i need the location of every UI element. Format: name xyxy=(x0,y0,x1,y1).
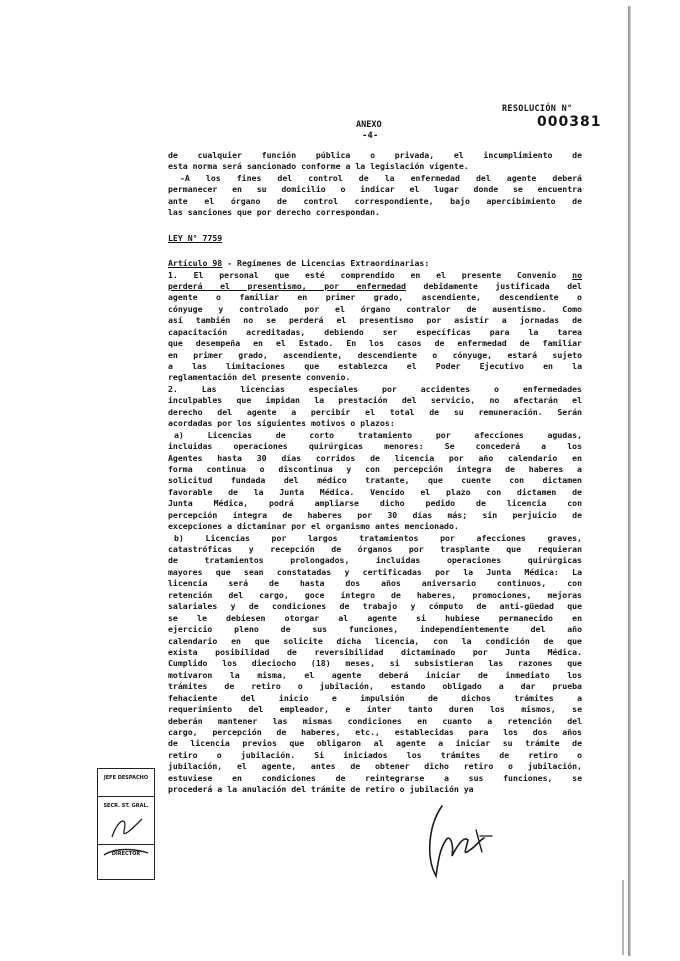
text-line: que desempeña en el Estado. En los casos de enfermedad de familiar xyxy=(168,338,582,349)
text-line: a las limitaciones que establezca el Poder Ejecutivo en la xyxy=(168,361,582,371)
stamp-secretaria-label: SECR. ST. GRAL. xyxy=(103,803,149,809)
annex-label: ANEXO xyxy=(356,120,382,130)
text-line: motivaron la misma, el agente deberá iniciar de inmediato los xyxy=(168,669,582,680)
text-line: reglamentación del presente convenio. xyxy=(168,372,351,383)
stamp-director-label: DIRECTOR xyxy=(111,851,141,857)
article-line-2-text: debidamente justificada del xyxy=(405,280,582,291)
text-line: cargo, percepción de haberes, etc., establecidas para los dos años xyxy=(168,727,582,737)
text-line: así también no se perderá el presentismo por asistir a jornadas de xyxy=(168,315,582,326)
text-line: estuviese en condiciones de reintegrarse a sus funciones, se xyxy=(168,772,582,783)
text-line: percepción íntegra de haberes por 30 días más; sin perjuicio de xyxy=(168,509,582,520)
initials-scribble-icon xyxy=(98,797,154,845)
article-line-2 xyxy=(168,281,582,292)
text-line: de licencia previos que obligaron al agente a iniciar su trámite de xyxy=(168,738,582,749)
resolution-label: RESOLUCIÓN N° xyxy=(502,104,573,114)
text-line: b) Licencias por largos tratamientos por afecciones graves, xyxy=(174,532,582,543)
approval-stamp xyxy=(97,768,155,880)
text-line: mayores que sean constatadas y certificadas por la Junta Médica: La xyxy=(168,566,582,577)
text-line: Agentes hasta 30 días corridos de licencia por año calendario en xyxy=(168,452,582,463)
article-number: Artículo 98 xyxy=(168,258,223,269)
text-line: favorable de la Junta Médica. Vencido el plazo con dictamen de xyxy=(168,486,582,497)
text-line: requerimiento del empleador, e ínter tanto duren los mismos, se xyxy=(168,704,582,715)
text-line: en primer grado, ascendiente, descendiente o cónyuge, estará sujeto xyxy=(168,349,582,360)
text-line: forma continua o discontinua y con percepción íntegra de haberes a xyxy=(168,463,582,474)
article-body xyxy=(168,292,582,795)
article-line-1-text: 1. El personal que esté comprendido en el presente Convenio xyxy=(168,269,573,280)
page-number: -4- xyxy=(362,131,379,141)
text-line: retención del cargo, goce íntegro de haberes, promociones, mejoras xyxy=(168,589,582,600)
text-line: acordadas por los siguientes motivos o plazos: xyxy=(168,418,395,429)
text-line: retiro o jubilación. Si iniciados los trámites de retiro o xyxy=(168,749,582,760)
document-body xyxy=(168,150,582,796)
text-line: inculpables que impidan la prestación del servicio, no afectarán el xyxy=(168,395,582,406)
text-line: de tratamientos prolongados, incluidas operaciones quirúrgicas xyxy=(168,555,582,566)
intro-paragraphs xyxy=(168,150,582,219)
text-line: 2. Las licencias especiales por accidentes o enfermedades xyxy=(168,383,582,394)
text-line: agente o familiar en primer grado, ascendiente, descendiente o xyxy=(168,292,582,303)
text-line: catastróficas y recepción de órganos por trasplante que requieran xyxy=(168,544,582,554)
text-line: permanecer en su domicilio o indicar el lugar donde se encuentra xyxy=(168,184,582,195)
text-line: cónyuge y controlado por el órgano contralor de ausentismo. Como xyxy=(168,303,582,314)
article-line-1 xyxy=(168,270,582,281)
text-line: se le debiesen otorgar al agente si hubiese permanecido en xyxy=(168,612,582,623)
director-initials-icon xyxy=(98,845,154,877)
text-line: fehaciente del inicio e impulsión de dichos trámites a xyxy=(168,692,582,703)
text-line: incluidas operaciones quirúrgicas menores: Se concederá a los xyxy=(168,441,582,452)
text-line: ejercicio pleno de sus funciones, independientemente del año xyxy=(168,624,582,635)
underlined-text-1: no xyxy=(572,269,582,280)
text-line: jubilación, el agente, antes de obtener dicho retiro o jubilación, xyxy=(168,761,582,772)
stamp-jefe-despacho: JEFE DESPACHO xyxy=(98,769,154,797)
underlined-text-2: perderá el presentismo, por enfermedad xyxy=(168,280,406,291)
text-line: licencia será de hasta dos años aniversario continuos, con xyxy=(168,578,582,589)
handwritten-signature-icon xyxy=(424,800,504,882)
text-line: ante el órgano de control correspondiente, bajo apercibimiento de xyxy=(168,195,582,206)
text-line: Junta Médica, podrá ampliarse dicho pedido de licencia con xyxy=(168,498,582,509)
text-line: esta norma será sancionado conforme a la legislación vigente. xyxy=(168,161,469,172)
text-line: de cualquier función pública o privada, el incumplimiento de xyxy=(168,150,582,160)
text-line: salariales y de condiciones de trabajo y cómputo de anti-güedad que xyxy=(168,601,582,612)
stamp-secretaria xyxy=(98,797,154,845)
text-line: -A los fines del control de la enfermedad del agente deberá xyxy=(180,172,582,183)
text-line: derecho del agente a percibir el total de su remuneración. Serán xyxy=(168,406,582,417)
text-line: a) Licencias de corto tratamiento por afecciones agudas, xyxy=(174,429,582,440)
text-line: solicitud fundada del médico tratante, que cuente con dictamen xyxy=(168,475,582,486)
text-line: Cumplido los dieciocho (18) meses, si subsistieran las razones que xyxy=(168,658,582,669)
text-line: excepciones a dictaminar por el organismo antes mencionado. xyxy=(168,521,459,532)
article-heading-text: - Regímenes de Licencias Extraordinarias: xyxy=(222,258,430,269)
scan-edge-shadow xyxy=(628,6,631,956)
text-line: capacitación acreditadas, debiendo ser específicas para la tarea xyxy=(168,326,582,337)
scan-edge-mark xyxy=(622,880,624,955)
article-heading xyxy=(168,258,582,269)
text-line: deberán mantener las mismas condiciones en cuanto a retención del xyxy=(168,715,582,726)
stamp-director xyxy=(98,845,154,877)
text-line: procederá a la anulación del trámite de retiro o jubilación ya xyxy=(168,784,474,795)
law-title: LEY N° 7759 xyxy=(168,232,223,243)
text-line: trámites de retiro o jubilación, estando obligado a dar prueba xyxy=(168,681,582,692)
text-line: las sanciones que por derecho correspondan. xyxy=(168,207,380,218)
resolution-number: 000381 xyxy=(537,114,602,130)
text-line: exista posibilidad de reversibilidad dictaminado por Junta Médica. xyxy=(168,646,582,657)
text-line: calendario en que solicite dicha licencia, con la condición de que xyxy=(168,635,582,646)
